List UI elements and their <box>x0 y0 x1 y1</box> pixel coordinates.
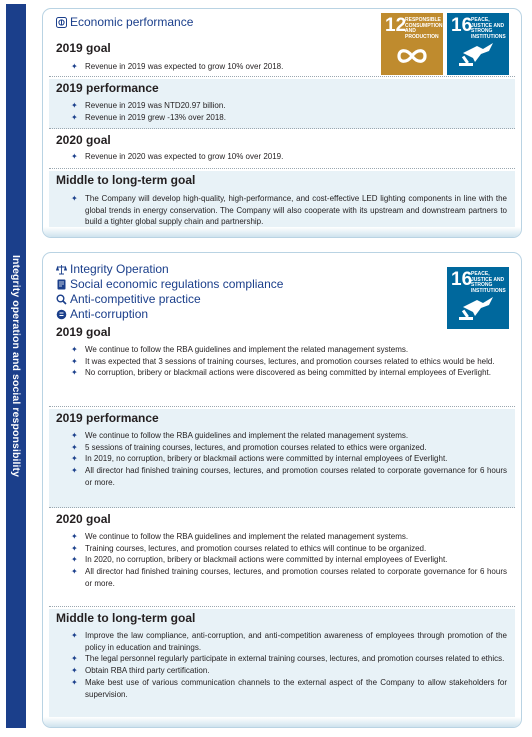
list-item-text: We continue to follow the RBA guidelines and implement the related management systems. <box>85 345 409 354</box>
card-bottom-shade <box>43 717 521 727</box>
section-title: 2020 goal <box>56 512 111 526</box>
list-item-text: Revenue in 2020 was expected to grow 10% over 2019. <box>85 152 284 161</box>
star-bullet-icon: ✦ <box>71 555 78 565</box>
list-item <box>71 193 507 228</box>
section-title: 2019 performance <box>56 411 159 425</box>
bullet-list <box>71 344 507 379</box>
star-bullet-icon: ✦ <box>71 442 78 452</box>
bullet-list <box>71 151 507 163</box>
star-bullet-icon: ✦ <box>71 677 78 687</box>
star-bullet-icon: ✦ <box>71 194 78 203</box>
star-bullet-icon: ✦ <box>71 431 78 440</box>
list-item-text: Improve the law compliance, anti-corruption, and anti-competition awareness of employees through promotion of the policy in education and trainings. <box>85 631 507 652</box>
magnifier-icon <box>56 294 67 305</box>
star-bullet-icon: ✦ <box>71 654 78 664</box>
star-bullet-icon: ✦ <box>71 112 78 122</box>
star-bullet-icon: ✦ <box>71 567 78 577</box>
list-item <box>71 100 507 112</box>
economic-heading: Economic performance <box>70 15 194 29</box>
list-item <box>71 344 507 356</box>
list-item <box>71 543 507 555</box>
integrity-section-4 <box>49 609 515 717</box>
economy-icon <box>56 17 67 28</box>
bullet-list <box>71 100 507 123</box>
integrity-section-1 <box>49 323 515 407</box>
list-item <box>71 430 507 442</box>
economic-section-4 <box>49 171 515 229</box>
card-bottom-shade <box>43 227 521 237</box>
list-item <box>71 442 507 454</box>
star-bullet-icon: ✦ <box>71 356 78 366</box>
list-item <box>71 356 507 368</box>
list-item <box>71 566 507 589</box>
list-item <box>71 151 507 163</box>
list-item-text: All director had finished training courses, lectures, and promotion courses related to corporate governance for 6 hours or more. <box>85 466 507 487</box>
star-bullet-icon: ✦ <box>71 631 78 640</box>
anticompetitive-heading-row <box>56 292 201 306</box>
sdg-16-number: 16 <box>451 269 473 290</box>
list-item-text: In 2020, no corruption, bribery or blackmail actions were committed by internal employees of Everlight. <box>85 555 448 565</box>
list-item <box>71 61 365 73</box>
sdg-16-label: PEACE, JUSTICE AND STRONG INSTITUTIONS <box>471 17 506 40</box>
list-item-text: Make best use of various communication channels to the external aspect of the Company to allow stakeholders for supervision. <box>85 677 507 699</box>
star-bullet-icon: ✦ <box>71 62 78 71</box>
list-item-text: Revenue in 2019 grew -13% over 2018. <box>85 112 226 122</box>
list-item-text: It was expected that 3 sessions of training courses, lectures, and promotion courses related to ethics would be held. <box>85 356 495 366</box>
sdg-12-number: 12 <box>385 15 407 36</box>
section-title: 2019 goal <box>56 325 111 339</box>
list-item-text: The Company will develop high-quality, high-performance, and cost-effective LED lighting components in line with the global trends in energy conservation. The Company will also cooperate with its upstream and downstream partners to build a tighter global supply chain and partnership. <box>85 194 507 227</box>
regulations-heading: Social economic regulations compliance <box>70 277 284 291</box>
list-item-text: Training courses, lectures, and promotion courses related to ethics will continue to be organized. <box>85 543 427 553</box>
bullet-list <box>71 531 507 590</box>
list-item-text: Revenue in 2019 was NTD20.97 billion. <box>85 101 226 110</box>
sdg-16-label: PEACE, JUSTICE AND STRONG INSTITUTIONS <box>471 271 506 294</box>
regulations-heading-row <box>56 277 283 291</box>
star-bullet-icon: ✦ <box>71 666 78 676</box>
integrity-heading-row <box>56 262 169 276</box>
list-item <box>71 465 507 488</box>
list-item <box>71 453 507 465</box>
sdg-12-label: RESPONSIBLE CONSUMPTION AND PRODUCTION <box>405 17 443 40</box>
document-icon <box>56 279 67 290</box>
economic-section-2 <box>49 79 515 129</box>
star-bullet-icon: ✦ <box>71 543 78 553</box>
sidebar-title: Integrity operation and social responsibility <box>10 254 22 478</box>
star-bullet-icon: ✦ <box>71 152 78 161</box>
list-item <box>71 554 507 566</box>
list-item-text: 5 sessions of training courses, lectures, and promotion courses related to ethics were organized. <box>85 442 427 452</box>
anticompetitive-heading: Anti-competitive practice <box>70 292 201 306</box>
dove-gavel-icon <box>447 267 509 329</box>
scales-icon <box>56 264 67 275</box>
list-item <box>71 653 507 665</box>
list-item <box>71 665 507 677</box>
bullet-list <box>71 430 507 489</box>
economic-performance-card <box>42 8 522 238</box>
list-item-text: Revenue in 2019 was expected to grow 10% over 2018. <box>85 62 284 71</box>
star-bullet-icon: ✦ <box>71 466 78 476</box>
section-title: Middle to long-term goal <box>56 173 196 187</box>
integrity-section-2 <box>49 409 515 508</box>
section-title: 2019 goal <box>56 41 111 55</box>
sdg-16-number: 16 <box>451 15 473 36</box>
list-item-text: In 2019, no corruption, bribery or blackmail actions were committed by internal employees of Everlight. <box>85 454 448 464</box>
integrity-card <box>42 252 522 728</box>
list-item-text: We continue to follow the RBA guidelines and implement the related management systems. <box>85 431 409 440</box>
list-item-text: All director had finished training courses, lectures, and promotion courses related to corporate governance for 6 hours or more. <box>85 567 507 588</box>
section-title: 2019 performance <box>56 81 159 95</box>
integrity-section-3 <box>49 510 515 607</box>
coin-icon <box>56 309 67 320</box>
star-bullet-icon: ✦ <box>71 532 78 541</box>
star-bullet-icon: ✦ <box>71 454 78 464</box>
star-bullet-icon: ✦ <box>71 345 78 354</box>
bullet-list <box>71 61 365 73</box>
anticorruption-heading: Anti-corruption <box>70 307 149 321</box>
star-bullet-icon: ✦ <box>71 101 78 110</box>
bullet-list <box>71 630 507 700</box>
bullet-list <box>71 193 507 228</box>
list-item <box>71 531 507 543</box>
star-bullet-icon: ✦ <box>71 368 78 378</box>
section-title: Middle to long-term goal <box>56 611 196 625</box>
economic-section-1 <box>49 39 515 77</box>
list-item-text: No corruption, bribery or blackmail actions were discovered as being committed by internal employees of Everlight. <box>85 368 491 378</box>
section-title: 2020 goal <box>56 133 111 147</box>
integrity-heading: Integrity Operation <box>70 262 169 276</box>
list-item-text: The legal personnel regularly participate in external training courses, lectures, and promotion courses related to ethics. <box>85 654 505 664</box>
list-item-text: Obtain RBA third party certification. <box>85 666 210 676</box>
list-item <box>71 630 507 653</box>
economic-section-3 <box>49 131 515 169</box>
list-item <box>71 112 507 124</box>
list-item-text: We continue to follow the RBA guidelines and implement the related management systems. <box>85 532 409 541</box>
anticorruption-heading-row <box>56 307 148 321</box>
economic-heading-row <box>56 15 193 29</box>
list-item <box>71 677 507 700</box>
list-item <box>71 367 507 379</box>
sdg-16-badge <box>447 267 509 329</box>
